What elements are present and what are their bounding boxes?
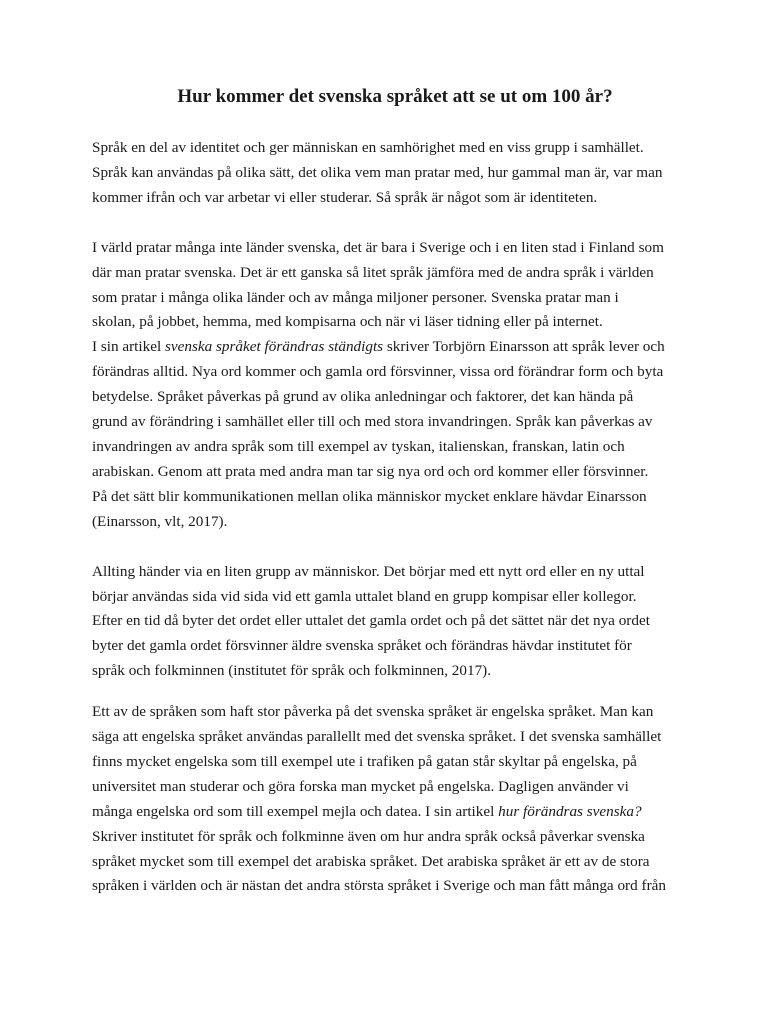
text-line: universitet man studerar och göra forska man mycket på engelska. Dagligen använder vi: [92, 777, 629, 795]
text-line: På det sätt blir kommunikationen mellan olika människor mycket enklare hävdar Einarsson: [92, 487, 647, 505]
text-line: börjar användas sida vid sida vid ett gamla uttalet bland en grupp kompisar eller kollegor.: [92, 587, 637, 605]
paragraph-spacer: [92, 211, 692, 236]
paragraph-spacer: [92, 535, 692, 560]
paragraph-spacer: [92, 684, 692, 700]
text-line: språket mycket som till exempel det arabiska språket. Det arabiska språket är ett av de stora: [92, 852, 650, 870]
text-line: kommer ifrån och var arbetar vi eller studerar. Så språk är något som är identiteten.: [92, 188, 598, 206]
text-line: finns mycket engelska som till exempel ute i trafiken på gatan står skyltar på engelska, på: [92, 752, 637, 770]
text-line: språken i världen och är nästan det andra största språket i Sverige och man fått många ord från: [92, 877, 666, 895]
text-line: språk och folkminnen (institutet för språk och folkminnen, 2017).: [92, 662, 492, 680]
text-line: (Einarsson, vlt, 2017).: [92, 512, 228, 530]
text-line-with-italic-title: [92, 335, 692, 360]
paragraph-2: [92, 236, 692, 535]
text-line: Skriver institutet för språk och folkminne även om hur andra språk också påverkar svenska: [92, 827, 645, 845]
text-line: betydelse. Språket påverkas på grund av olika anledningar och faktorer, det kan hända på: [92, 388, 634, 406]
text-line: förändras alltid. Nya ord kommer och gamla ord försvinner, vissa ord förändrar form och byta: [92, 363, 664, 381]
text-line: invandringen av andra språk som till exempel av tyskan, italienskan, franskan, latin och: [92, 437, 625, 455]
paragraph-3: [92, 560, 692, 685]
text-fragment: många engelska ord som till exempel mejla och datea. I sin artikel: [92, 802, 499, 820]
text-line: byter det gamla ordet försvinner äldre svenska språket och förändras hävdar institutet för: [92, 637, 632, 655]
text-line: som pratar i många olika länder och av många miljoner personer. Svenska pratar man i: [92, 288, 619, 306]
text-line: där man pratar svenska. Det är ett ganska så litet språk jämföra med de andra språk i världen: [92, 263, 654, 281]
article-title-italic: svenska språket förändras ständigts: [164, 338, 384, 356]
text-line: skolan, på jobbet, hemma, med kompisarna och när vi läser tidning eller på internet.: [92, 313, 603, 331]
text-line: arabiskan. Genom att prata med andra man tar sig nya ord och ord kommer eller försvinner.: [92, 462, 649, 480]
text-line: Språk kan användas på olika sätt, det olika vem man pratar med, hur gammal man är, var man: [92, 163, 663, 181]
text-line: säga att engelska språket användas parallellt med det svenska språket. I det svenska samhället: [92, 728, 662, 746]
text-line: Språk en del av identitet och ger människan en samhörighet med en viss grupp i samhället.: [92, 139, 644, 156]
paragraph-4: [92, 700, 692, 899]
document-page: [92, 84, 692, 899]
paragraph-1: [92, 136, 692, 211]
document-title: Hur kommer det svenska språket att se ut om 100 år?: [177, 86, 613, 107]
text-fragment: skriver Torbjörn Einarsson att språk lever och: [383, 338, 665, 356]
text-line: grund av förändring i samhället eller till och med stora invandringen. Språk kan påverkas av: [92, 413, 653, 431]
article-title-italic: hur förändras svenska?: [498, 802, 642, 820]
text-line-with-italic-title: [92, 800, 692, 825]
text-line: I värld pratar många inte länder svenska, det är bara i Sverige och i en liten stad i Finland som: [92, 238, 664, 256]
text-fragment: I sin artikel: [92, 338, 165, 356]
text-line: Allting händer via en liten grupp av människor. Det börjar med ett nytt ord eller en ny uttal: [92, 562, 645, 580]
text-line: Ett av de språken som haft stor påverka på det svenska språket är engelska språket. Man kan: [92, 703, 654, 721]
text-line: Efter en tid då byter det ordet eller uttalet det gamla ordet och på det sättet när det nya ordet: [92, 612, 650, 630]
